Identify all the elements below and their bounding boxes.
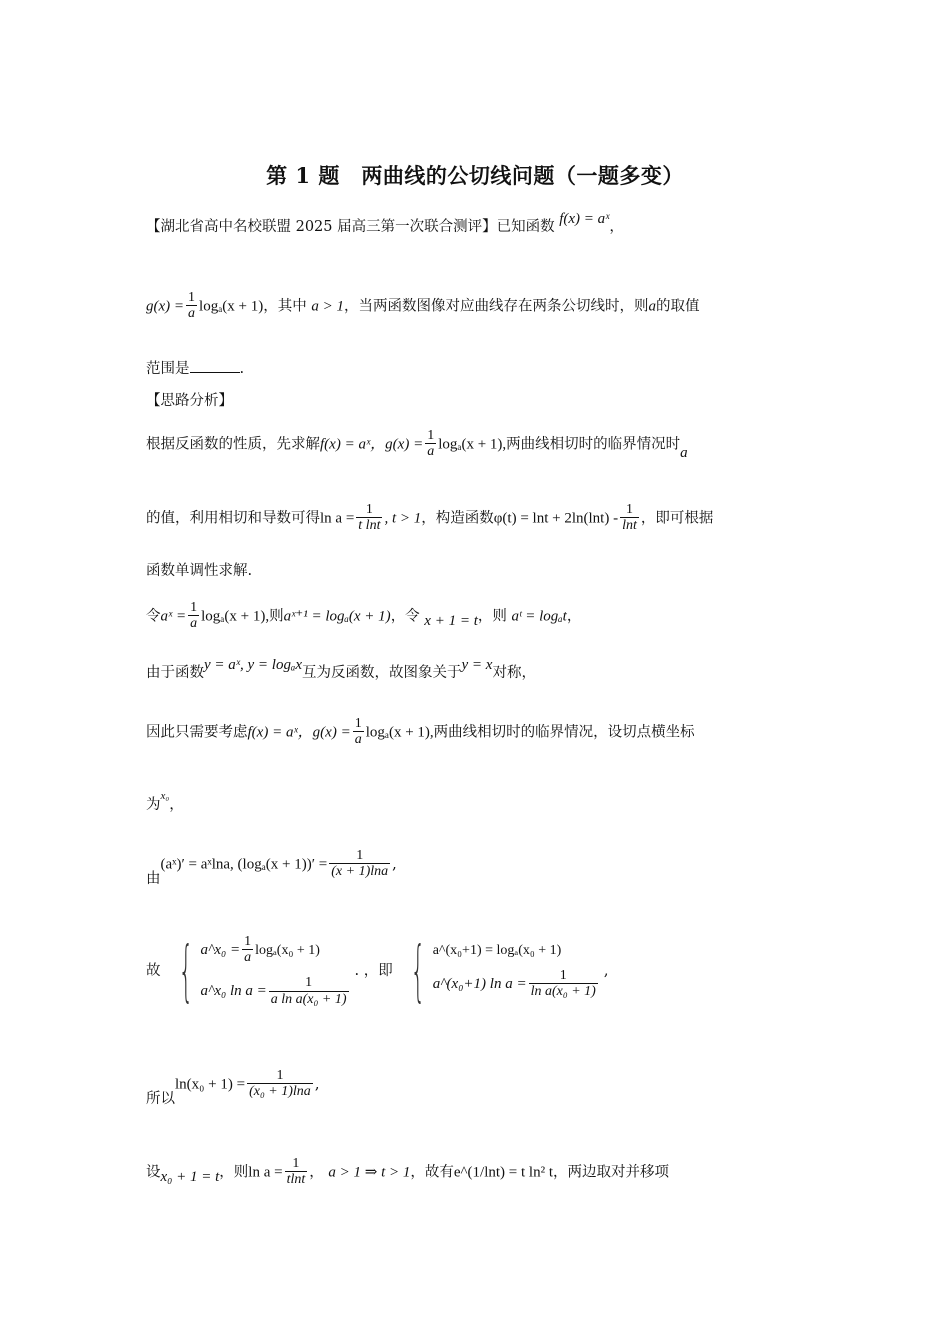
exponential-equation: e^(1/lnt) = t ln² t bbox=[453, 1164, 554, 1181]
step-text: 为 bbox=[146, 797, 161, 813]
g-definition-prefix: g(x) = bbox=[312, 724, 351, 741]
range-prompt: 范围是 bbox=[146, 361, 190, 377]
step-text: 设 bbox=[146, 1164, 161, 1181]
fraction-denominator: tlnt bbox=[286, 1172, 306, 1188]
derivative-fraction bbox=[329, 848, 390, 881]
step-line-4 bbox=[146, 790, 806, 815]
answer-blank[interactable] bbox=[190, 358, 240, 373]
step-text: 则 bbox=[269, 608, 284, 625]
row-right: logₐ(x₀ + 1) bbox=[255, 942, 320, 958]
problem-text: ，当两函数图像对应曲线存在两条公切线时，则 bbox=[343, 298, 649, 315]
step-line-6 bbox=[146, 934, 806, 1008]
step-text: 令 bbox=[146, 608, 161, 625]
fraction-numerator: 1 bbox=[625, 502, 633, 517]
step-text: ，则 bbox=[219, 1164, 249, 1181]
g-fraction bbox=[353, 716, 364, 749]
fraction-numerator: 1 bbox=[292, 1156, 300, 1171]
fraction-numerator: 1 bbox=[276, 1068, 284, 1083]
fraction-numerator: 1 bbox=[188, 290, 196, 305]
equation: aᵗ = logₐt bbox=[511, 608, 567, 625]
step-line-1 bbox=[146, 600, 806, 633]
analysis-text: 两曲线相切时的临界情况时 bbox=[506, 436, 681, 453]
fraction-numerator: 1 bbox=[244, 934, 252, 949]
g-definition-prefix: g(x) = bbox=[146, 298, 185, 315]
fraction-denominator: (x₀ + 1)lna bbox=[249, 1084, 311, 1100]
row-fraction bbox=[269, 975, 349, 1008]
step-text: 由 bbox=[146, 870, 161, 887]
fraction-numerator: 1 bbox=[356, 848, 364, 863]
g-definition-suffix: logₐ(x + 1) bbox=[199, 298, 264, 315]
step-text: 故 bbox=[146, 963, 161, 980]
derivatives: (aˣ)′ = aˣlna, (logₐ(x + 1))′ = bbox=[160, 856, 328, 873]
system-row bbox=[201, 934, 351, 967]
step-text: 因此只需要考虑 bbox=[146, 724, 248, 741]
step-text: 两曲线相切时的临界情况，设切点横坐标 bbox=[433, 724, 695, 741]
step-fraction bbox=[247, 1068, 313, 1101]
substitution: x₀ + 1 = t bbox=[160, 1168, 220, 1185]
equation-system-2 bbox=[397, 932, 600, 1010]
fraction-numerator: 1 bbox=[427, 428, 435, 443]
fraction-denominator: a bbox=[354, 732, 362, 748]
ln-a-fraction bbox=[285, 1156, 308, 1189]
step-text: ，两边取对并移项 bbox=[553, 1164, 670, 1181]
row-left: a^(x₀+1) ln a = bbox=[432, 975, 527, 992]
comma: ， bbox=[566, 608, 582, 625]
fraction-denominator: lnt bbox=[622, 518, 637, 534]
system-row: a^(x₀+1) = logₐ(x₀ + 1) bbox=[432, 942, 562, 958]
step-text: 所以 bbox=[146, 1090, 175, 1107]
ln-a-fraction bbox=[356, 502, 382, 535]
analysis-line-3: 函数单调性求解. bbox=[146, 563, 253, 579]
inverse-functions: y = aˣ, y = logₐx bbox=[204, 657, 303, 673]
comma: , bbox=[314, 1076, 320, 1093]
t-condition: , t > 1 bbox=[384, 510, 422, 527]
variable-a: a bbox=[680, 444, 688, 461]
f-definition: f(x) = aˣ bbox=[559, 211, 610, 227]
tangent-x0: x₀ bbox=[160, 790, 170, 802]
step-fraction bbox=[188, 600, 199, 633]
problem-line-2 bbox=[146, 290, 806, 323]
phi-function: φ(t) = lnt + 2ln(lnt) - bbox=[493, 510, 619, 527]
problem-source: 【湖北省高中名校联盟 2025 届高三第一次联合测评】 bbox=[146, 219, 497, 235]
equation: aˣ⁺¹ = logₐ(x + 1) bbox=[283, 608, 391, 625]
condition-prefix: ，其中 bbox=[263, 298, 307, 315]
comma: ， bbox=[309, 1164, 324, 1181]
fraction-denominator: ln a(x₀ + 1) bbox=[530, 984, 596, 1000]
row-left: a^x₀ ln a = bbox=[200, 983, 267, 999]
step-line-7 bbox=[146, 1068, 806, 1107]
symmetry-line: y = x bbox=[461, 657, 493, 673]
condition: a > 1 bbox=[311, 298, 344, 315]
analysis-text: 根据反函数的性质，先求解 bbox=[146, 436, 320, 453]
row-fraction bbox=[242, 934, 253, 967]
row-left: a^x₀ = bbox=[200, 941, 241, 958]
g-definition-suffix: logₐ(x + 1), bbox=[438, 436, 507, 453]
implication: a > 1 ⇒ t > 1 bbox=[328, 1164, 411, 1181]
equation-system-1 bbox=[165, 934, 351, 1008]
step-text: 互为反函数，故图象关于 bbox=[302, 665, 462, 681]
step-text: ，故有 bbox=[410, 1164, 454, 1181]
substitution: x + 1 = t bbox=[424, 612, 478, 629]
f-definition: f(x) = aˣ， bbox=[247, 724, 313, 741]
analysis-text: ，构造函数 bbox=[421, 510, 494, 527]
analysis-text: 的值，利用相切和导数可得 bbox=[146, 510, 320, 527]
fraction-numerator: 1 bbox=[365, 502, 373, 517]
fraction-denominator: a bbox=[188, 306, 196, 322]
ln-a-expr: ln a = bbox=[248, 1164, 283, 1181]
ln-a-expr: ln a = bbox=[320, 510, 355, 527]
step-line-2 bbox=[146, 657, 806, 684]
fraction-numerator: 1 bbox=[305, 975, 313, 991]
analysis-text: ，即可根据 bbox=[640, 510, 714, 527]
g-definition-suffix: logₐ(x + 1), bbox=[365, 724, 434, 741]
fraction-denominator: a bbox=[427, 444, 435, 460]
analysis-line-1 bbox=[146, 428, 806, 461]
f-definition: f(x) = aˣ， bbox=[320, 436, 386, 453]
g-fraction bbox=[425, 428, 436, 461]
problem-text-end: 的取值 bbox=[655, 298, 700, 315]
phi-fraction bbox=[620, 502, 639, 535]
step-text: ，令 bbox=[390, 608, 420, 625]
fraction-denominator: a bbox=[190, 616, 198, 632]
fraction-denominator: a bbox=[244, 950, 252, 966]
system-row bbox=[201, 975, 351, 1008]
comma: , bbox=[392, 856, 397, 873]
brace-icon: { bbox=[178, 932, 193, 1010]
problem-line-3 bbox=[146, 358, 806, 379]
analysis-line-2 bbox=[146, 502, 806, 535]
fraction-denominator: a ln a(x₀ + 1) bbox=[270, 991, 347, 1007]
step-line-5 bbox=[146, 848, 806, 887]
step-text: 由于函数 bbox=[146, 665, 204, 681]
g-fraction bbox=[186, 290, 197, 323]
analysis-heading: 【思路分析】 bbox=[146, 393, 233, 409]
fraction-denominator: t lnt bbox=[358, 518, 381, 534]
step-text: ，则 bbox=[477, 608, 507, 625]
fraction-numerator: 1 bbox=[354, 716, 362, 731]
system-row bbox=[433, 968, 600, 1001]
row-fraction bbox=[529, 968, 598, 1001]
problem-line-1 bbox=[146, 211, 806, 238]
brace-icon: { bbox=[410, 932, 426, 1010]
comma: ， bbox=[609, 219, 624, 235]
equation-left: ln(x₀ + 1) = bbox=[175, 1076, 246, 1093]
step-text: 对称， bbox=[492, 665, 536, 681]
page-title: 第 1 题 两曲线的公切线问题（一题多变） bbox=[266, 163, 684, 188]
comma: ， bbox=[169, 797, 184, 813]
g-definition-prefix: g(x) = bbox=[385, 436, 424, 453]
variable-a: a bbox=[648, 298, 656, 315]
equation-right: logₐ(x + 1), bbox=[201, 608, 270, 625]
fraction-numerator: 1 bbox=[190, 600, 198, 615]
step-line-3 bbox=[146, 716, 806, 749]
period: . bbox=[239, 361, 245, 377]
equation-left: aˣ = bbox=[160, 608, 187, 625]
comma: , bbox=[603, 963, 609, 980]
step-text: . ，即 bbox=[354, 963, 393, 980]
step-line-8 bbox=[146, 1156, 806, 1189]
fraction-denominator: (x + 1)lna bbox=[331, 864, 389, 880]
fraction-numerator: 1 bbox=[559, 967, 567, 983]
problem-intro: 已知函数 bbox=[496, 219, 555, 235]
